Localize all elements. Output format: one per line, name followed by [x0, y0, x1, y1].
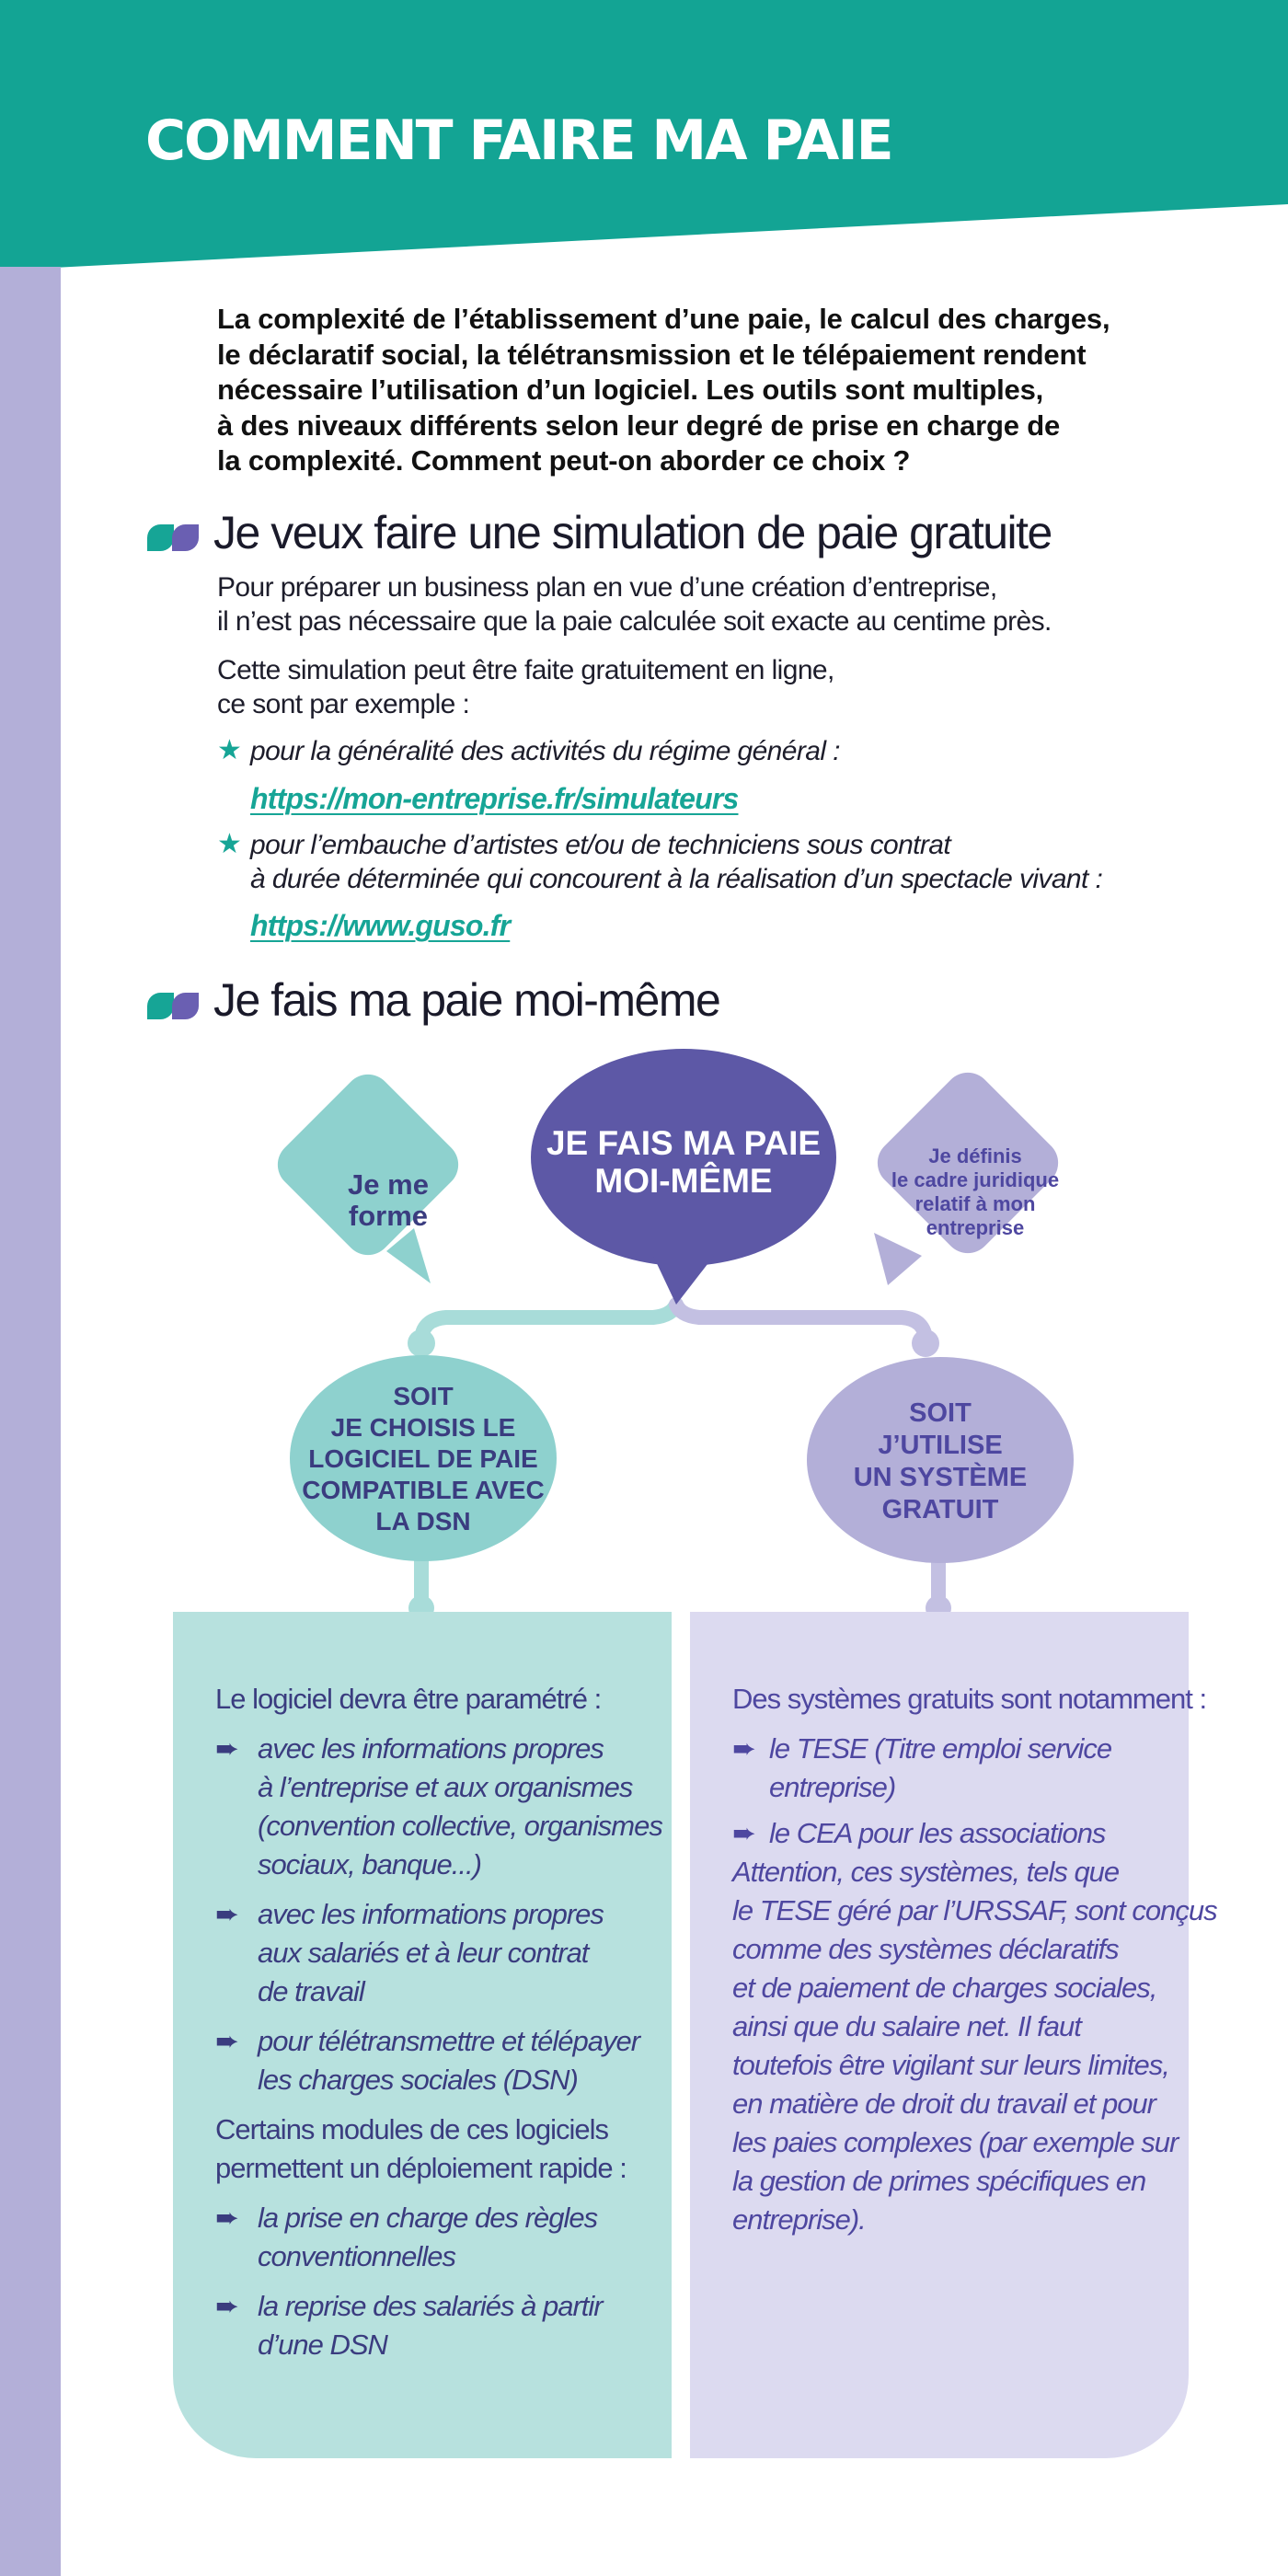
diagram-label: SOIT — [393, 1382, 454, 1410]
link-guso[interactable]: https://www.guso.fr — [250, 909, 511, 942]
arrow-icon: ➨ — [215, 2290, 238, 2322]
intro-line: la complexité. Comment peut-on aborder ce choix ? — [217, 444, 911, 477]
note-line: entreprise). — [732, 2203, 866, 2236]
note-line: en matière de droit du travail et pour — [732, 2087, 1156, 2120]
intro-line: à des niveaux différents selon leur degré de prise en charge de — [217, 408, 1061, 442]
diagram-label: J’UTILISE — [878, 1431, 1003, 1460]
connector-left — [421, 1305, 676, 1341]
list-item: avec les informations propres — [258, 1732, 604, 1765]
note-line: ainsi que du salaire net. Il faut — [732, 2010, 1081, 2042]
simulation-paragraph-2 — [217, 653, 834, 721]
intro-line: le déclaratif social, la télétransmission et le télépaiement rendent — [217, 338, 1087, 371]
diagram-label: Je me — [348, 1168, 429, 1201]
section-heading-paie-moi-meme: Je fais ma paie moi-même — [213, 974, 720, 1026]
panel-lead: Certains modules de ces logiciels — [215, 2113, 609, 2145]
arrow-icon: ➨ — [215, 2202, 238, 2234]
text-line: Pour préparer un business plan en vue d’une création d’entreprise, — [217, 572, 997, 603]
diagram-label: UN SYSTÈME — [853, 1463, 1028, 1492]
list-item: les charges sociales (DSN) — [258, 2064, 578, 2096]
note-line: le TESE géré par l’URSSAF, sont conçus — [732, 1894, 1217, 1926]
free-systems-panel-text — [732, 1680, 1217, 2239]
simulation-paragraph-1 — [217, 570, 1052, 638]
sidebar-stripe — [0, 267, 61, 2576]
text-line: pour la généralité des activités du régime général : — [250, 736, 840, 766]
page-title: COMMENT FAIRE MA PAIE — [145, 109, 892, 173]
section-heading-simulation: Je veux faire une simulation de paie gratuite — [213, 507, 1052, 558]
link-mon-entreprise[interactable]: https://mon-entreprise.fr/simulateurs — [250, 782, 739, 815]
star-icon: ★ — [217, 735, 242, 765]
diagram-label: relatif à mon — [914, 1192, 1036, 1215]
note-line: et de paiement de charges sociales, — [732, 1972, 1157, 2004]
note-line: Attention, ces systèmes, tels que — [732, 1856, 1120, 1888]
list-item: aux salariés et à leur contrat — [258, 1937, 589, 1969]
list-item: conventionnelles — [258, 2240, 455, 2272]
intro-line: La complexité de l’établissement d’une paie, le calcul des charges, — [217, 303, 1110, 335]
list-item: (convention collective, organismes — [258, 1810, 662, 1842]
list-item: avec les informations propres — [258, 1898, 604, 1930]
text-line: pour l’embauche d’artistes et/ou de techniciens sous contrat — [250, 830, 951, 860]
diagram-label: LOGICIEL DE PAIE — [308, 1444, 538, 1473]
panel-lead: Des systèmes gratuits sont notamment : — [732, 1683, 1207, 1715]
note-line: comme des systèmes déclaratifs — [732, 1933, 1119, 1965]
diagram-label: forme — [348, 1200, 429, 1232]
list-item: le CEA pour les associations — [769, 1817, 1106, 1849]
list-item: la reprise des salariés à partir — [258, 2290, 603, 2322]
note-line: les paies complexes (par exemple sur — [732, 2126, 1179, 2158]
diagram-label: COMPATIBLE AVEC — [302, 1476, 545, 1504]
list-item: pour télétransmettre et télépayer — [258, 2025, 640, 2057]
diagram-label: Je définis — [928, 1144, 1022, 1167]
right-choice-circle — [807, 1357, 1074, 1563]
diagram-label: JE FAIS MA PAIE — [546, 1124, 822, 1162]
note-line: toutefois être vigilant sur leurs limites, — [732, 2049, 1169, 2081]
intro-paragraph — [217, 302, 1192, 479]
text-line: ce sont par exemple : — [217, 689, 470, 719]
software-panel — [173, 1612, 672, 2458]
arrow-icon: ➨ — [732, 1817, 755, 1849]
list-item — [250, 828, 1102, 896]
left-diamond-bubble — [268, 1064, 468, 1283]
arrow-icon: ➨ — [215, 1732, 238, 1765]
intro-line: nécessaire l’utilisation d’un logiciel. Les outils sont multiples, — [217, 374, 1044, 406]
diagram-label: entreprise — [926, 1216, 1025, 1239]
right-diamond-bubble — [868, 1063, 1068, 1285]
panel-lead: permettent un déploiement rapide : — [215, 2152, 627, 2184]
list-item: entreprise) — [769, 1771, 896, 1803]
panel-lead: Le logiciel devra être paramétré : — [215, 1683, 602, 1715]
leaf-bullet-icon — [147, 521, 202, 554]
text-line: à durée déterminée qui concourent à la réalisation d’un spectacle vivant : — [250, 864, 1103, 894]
free-systems-panel — [690, 1612, 1217, 2458]
diagram-label: JE CHOISIS LE — [330, 1413, 516, 1442]
diagram-label: GRATUIT — [881, 1495, 999, 1524]
diagram-label: le cadre juridique — [891, 1168, 1060, 1191]
arrow-icon: ➨ — [732, 1732, 755, 1765]
list-item: la prise en charge des règles — [258, 2202, 598, 2234]
note-line: la gestion de primes spécifiques en — [732, 2165, 1146, 2197]
left-choice-circle — [290, 1355, 557, 1561]
list-item — [250, 734, 840, 768]
star-icon: ★ — [217, 829, 242, 859]
list-item: sociaux, banque...) — [258, 1848, 481, 1880]
diagram-label: LA DSN — [375, 1507, 471, 1535]
leaf-bullet-icon — [147, 989, 202, 1022]
diagram-label: SOIT — [909, 1398, 972, 1428]
text-line: il n’est pas nécessaire que la paie calculée soit exacte au centime près. — [217, 606, 1052, 637]
software-panel-text — [215, 1680, 662, 2364]
list-item: de travail — [258, 1975, 364, 2007]
center-bubble — [531, 1049, 836, 1305]
arrow-icon: ➨ — [215, 2025, 238, 2057]
list-item: le TESE (Titre emploi service — [769, 1732, 1112, 1765]
list-item: à l’entreprise et aux organismes — [258, 1771, 633, 1803]
arrow-icon: ➨ — [215, 1898, 238, 1930]
paie-diagram — [267, 1049, 1095, 1619]
diagram-label: MOI-MÊME — [594, 1162, 773, 1200]
connector-right — [676, 1305, 926, 1341]
list-item: d’une DSN — [258, 2329, 387, 2361]
text-line: Cette simulation peut être faite gratuitement en ligne, — [217, 655, 834, 685]
